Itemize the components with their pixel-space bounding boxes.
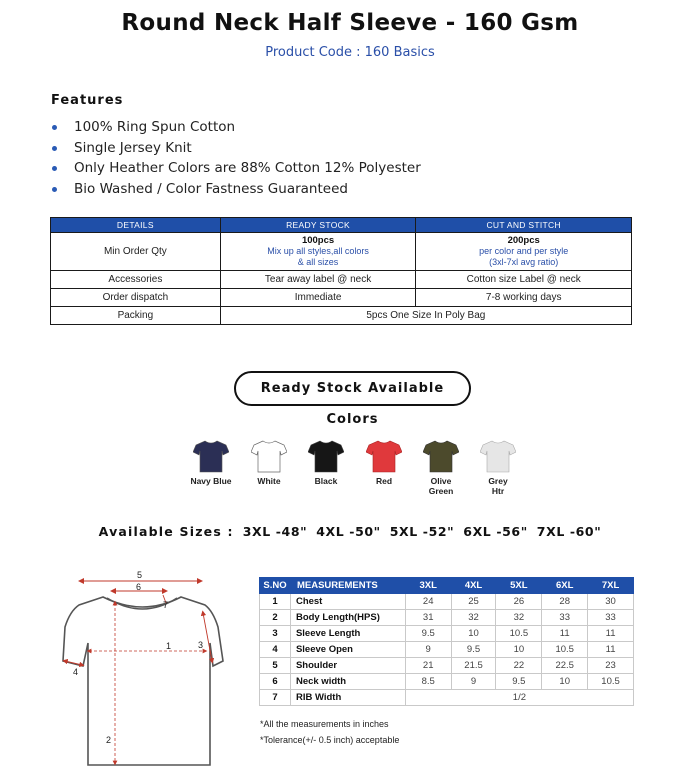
value-cell: 9.5: [451, 642, 496, 658]
value-cell: 10: [542, 674, 588, 690]
value-cell: 28: [542, 594, 588, 610]
value-cell: 25: [451, 594, 496, 610]
measurement-name: Neck width: [290, 674, 405, 690]
details-table: [50, 217, 632, 325]
value-cell: 31: [405, 610, 451, 626]
value-cell: 10.5: [588, 674, 634, 690]
bullet-icon: [52, 187, 57, 192]
feature-item: [51, 138, 421, 159]
label-1: 1: [166, 641, 172, 651]
value-cell: 24: [405, 594, 451, 610]
table-row: [260, 626, 634, 642]
table-row: [51, 307, 632, 325]
features-list: [51, 117, 421, 199]
value-cell: 10.5: [542, 642, 588, 658]
color-label: White: [257, 476, 281, 486]
label-5: 5: [137, 570, 143, 580]
label-4: 4: [73, 667, 79, 677]
details-header: DETAILS: [51, 218, 221, 233]
value-cell: 21: [405, 658, 451, 674]
value-cell: 10: [496, 642, 542, 658]
measurement-name: RIB Width: [290, 690, 405, 706]
label-7: 7: [163, 600, 169, 610]
size-item: 5XL -52": [389, 524, 455, 539]
table-row: [260, 610, 634, 626]
value-cell: 11: [588, 626, 634, 642]
measurement-diagram: [55, 565, 225, 772]
col-header-measurements: MEASUREMENTS: [290, 578, 405, 594]
sno-cell: 1: [260, 594, 291, 610]
table-row: [260, 642, 634, 658]
feature-text: Single Jersey Knit: [74, 139, 192, 156]
tshirt-icon: [423, 440, 459, 473]
tshirt-icon: [308, 440, 344, 473]
value-cell: 22: [496, 658, 542, 674]
feature-item: [51, 179, 421, 200]
color-swatch-white: [244, 440, 294, 486]
colors-heading: Ready Stock Available Colors: [234, 371, 471, 406]
col-header-size: 6XL: [542, 578, 588, 594]
value-cell: 33: [542, 610, 588, 626]
value-cell: 1/2: [405, 690, 633, 706]
color-label: Grey: [488, 476, 508, 486]
measurement-name: Sleeve Open: [290, 642, 405, 658]
table-row: [260, 594, 634, 610]
available-sizes: [0, 524, 700, 539]
value-cell: 32: [496, 610, 542, 626]
value-cell: 33: [588, 610, 634, 626]
row-label: Packing: [51, 307, 221, 325]
color-swatch-navy-blue: [186, 440, 236, 486]
color-label: Olive: [430, 476, 452, 486]
table-row: [51, 271, 632, 289]
measurement-name: Body Length(HPS): [290, 610, 405, 626]
feature-item: [51, 117, 421, 138]
ready-qty: 100pcs: [301, 235, 335, 246]
color-label: Green: [428, 486, 454, 496]
value-cell: 9: [405, 642, 451, 658]
col-header-size: 7XL: [588, 578, 634, 594]
color-label: Navy Blue: [190, 476, 232, 486]
sno-cell: 5: [260, 658, 291, 674]
value-cell: 26: [496, 594, 542, 610]
table-row: [260, 690, 634, 706]
color-swatch-olive-green: [416, 440, 466, 496]
value-cell: 30: [588, 594, 634, 610]
ready-note: Mix up all styles,all colors: [267, 246, 369, 256]
ready-stock-header: READY STOCK: [220, 218, 416, 233]
col-header-size: 5XL: [496, 578, 542, 594]
color-label: Htr: [491, 486, 505, 496]
tshirt-icon: [251, 440, 287, 473]
color-label: Black: [314, 476, 338, 486]
row-label: Order dispatch: [51, 289, 221, 307]
bullet-icon: [52, 146, 57, 151]
value-cell: 8.5: [405, 674, 451, 690]
cut-min-order: [416, 233, 632, 271]
cut-note: per color and per style: [479, 246, 569, 256]
tshirt-icon: [193, 440, 229, 473]
table-cell: 7-8 working days: [416, 289, 632, 307]
sno-cell: 4: [260, 642, 291, 658]
value-cell: 22.5: [542, 658, 588, 674]
value-cell: 9.5: [405, 626, 451, 642]
ready-note: & all sizes: [297, 257, 339, 267]
measurements-table: [259, 577, 634, 706]
sno-cell: 3: [260, 626, 291, 642]
value-cell: 10: [451, 626, 496, 642]
value-cell: 9: [451, 674, 496, 690]
col-header-size: 3XL: [405, 578, 451, 594]
ready-min-order: [220, 233, 416, 271]
value-cell: 9.5: [496, 674, 542, 690]
label-2: 2: [106, 735, 112, 745]
value-cell: 10.5: [496, 626, 542, 642]
value-cell: 21.5: [451, 658, 496, 674]
feature-text: Bio Washed / Color Fastness Guaranteed: [74, 180, 348, 197]
col-header-size: 4XL: [451, 578, 496, 594]
tshirt-outline: [63, 597, 223, 765]
feature-text: Only Heather Colors are 88% Cotton 12% Polyester: [74, 160, 421, 176]
cut-qty: 200pcs: [507, 235, 540, 246]
size-item: 3XL -48": [242, 524, 308, 539]
table-row: [51, 289, 632, 307]
cut-note: (3xl-7xl avg ratio): [489, 257, 559, 267]
bullet-icon: [52, 166, 57, 171]
sno-cell: 2: [260, 610, 291, 626]
size-item: 6XL -56": [463, 524, 528, 539]
note-tolerance: *Tolerance(+/- 0.5 inch) acceptable: [260, 735, 400, 745]
note-measurements: *All the measurements in inches: [260, 719, 389, 729]
measurement-name: Shoulder: [290, 658, 405, 674]
page-title: Round Neck Half Sleeve - 160 Gsm: [121, 10, 579, 36]
sno-cell: 7: [260, 690, 291, 706]
sno-cell: 6: [260, 674, 291, 690]
table-cell: 5pcs One Size In Poly Bag: [220, 307, 631, 325]
row-label: Min Order Qty: [51, 233, 221, 271]
color-label: Red: [375, 476, 393, 486]
tshirt-icon: [480, 440, 516, 473]
table-row: [51, 233, 632, 271]
measurement-name: Chest: [290, 594, 405, 610]
label-6: 6: [136, 582, 142, 592]
features-heading: Features: [51, 93, 124, 108]
feature-text: 100% Ring Spun Cotton: [74, 119, 236, 135]
size-item: 7XL -60": [536, 524, 602, 539]
feature-item: [51, 158, 421, 179]
value-cell: 11: [542, 626, 588, 642]
sizes-label: Available Sizes :: [98, 524, 234, 539]
col-header-sno: S.NO: [260, 578, 291, 594]
table-row: [260, 674, 634, 690]
value-cell: 11: [588, 642, 634, 658]
table-row: [260, 658, 634, 674]
size-item: 4XL -50": [316, 524, 381, 539]
value-cell: 23: [588, 658, 634, 674]
value-cell: 32: [451, 610, 496, 626]
color-swatch-red: [359, 440, 409, 486]
row-label: Accessories: [51, 271, 221, 289]
tshirt-icon: [366, 440, 402, 473]
color-swatch-black: [301, 440, 351, 486]
product-code: Product Code : 160 Basics: [265, 45, 435, 60]
table-cell: Cotton size Label @ neck: [416, 271, 632, 289]
bullet-icon: [52, 125, 57, 130]
measurement-name: Sleeve Length: [290, 626, 405, 642]
label-3: 3: [198, 640, 204, 650]
table-cell: Tear away label @ neck: [220, 271, 416, 289]
table-cell: Immediate: [220, 289, 416, 307]
cut-stitch-header: CUT AND STITCH: [416, 218, 632, 233]
color-swatch-grey-htr: [473, 440, 523, 496]
